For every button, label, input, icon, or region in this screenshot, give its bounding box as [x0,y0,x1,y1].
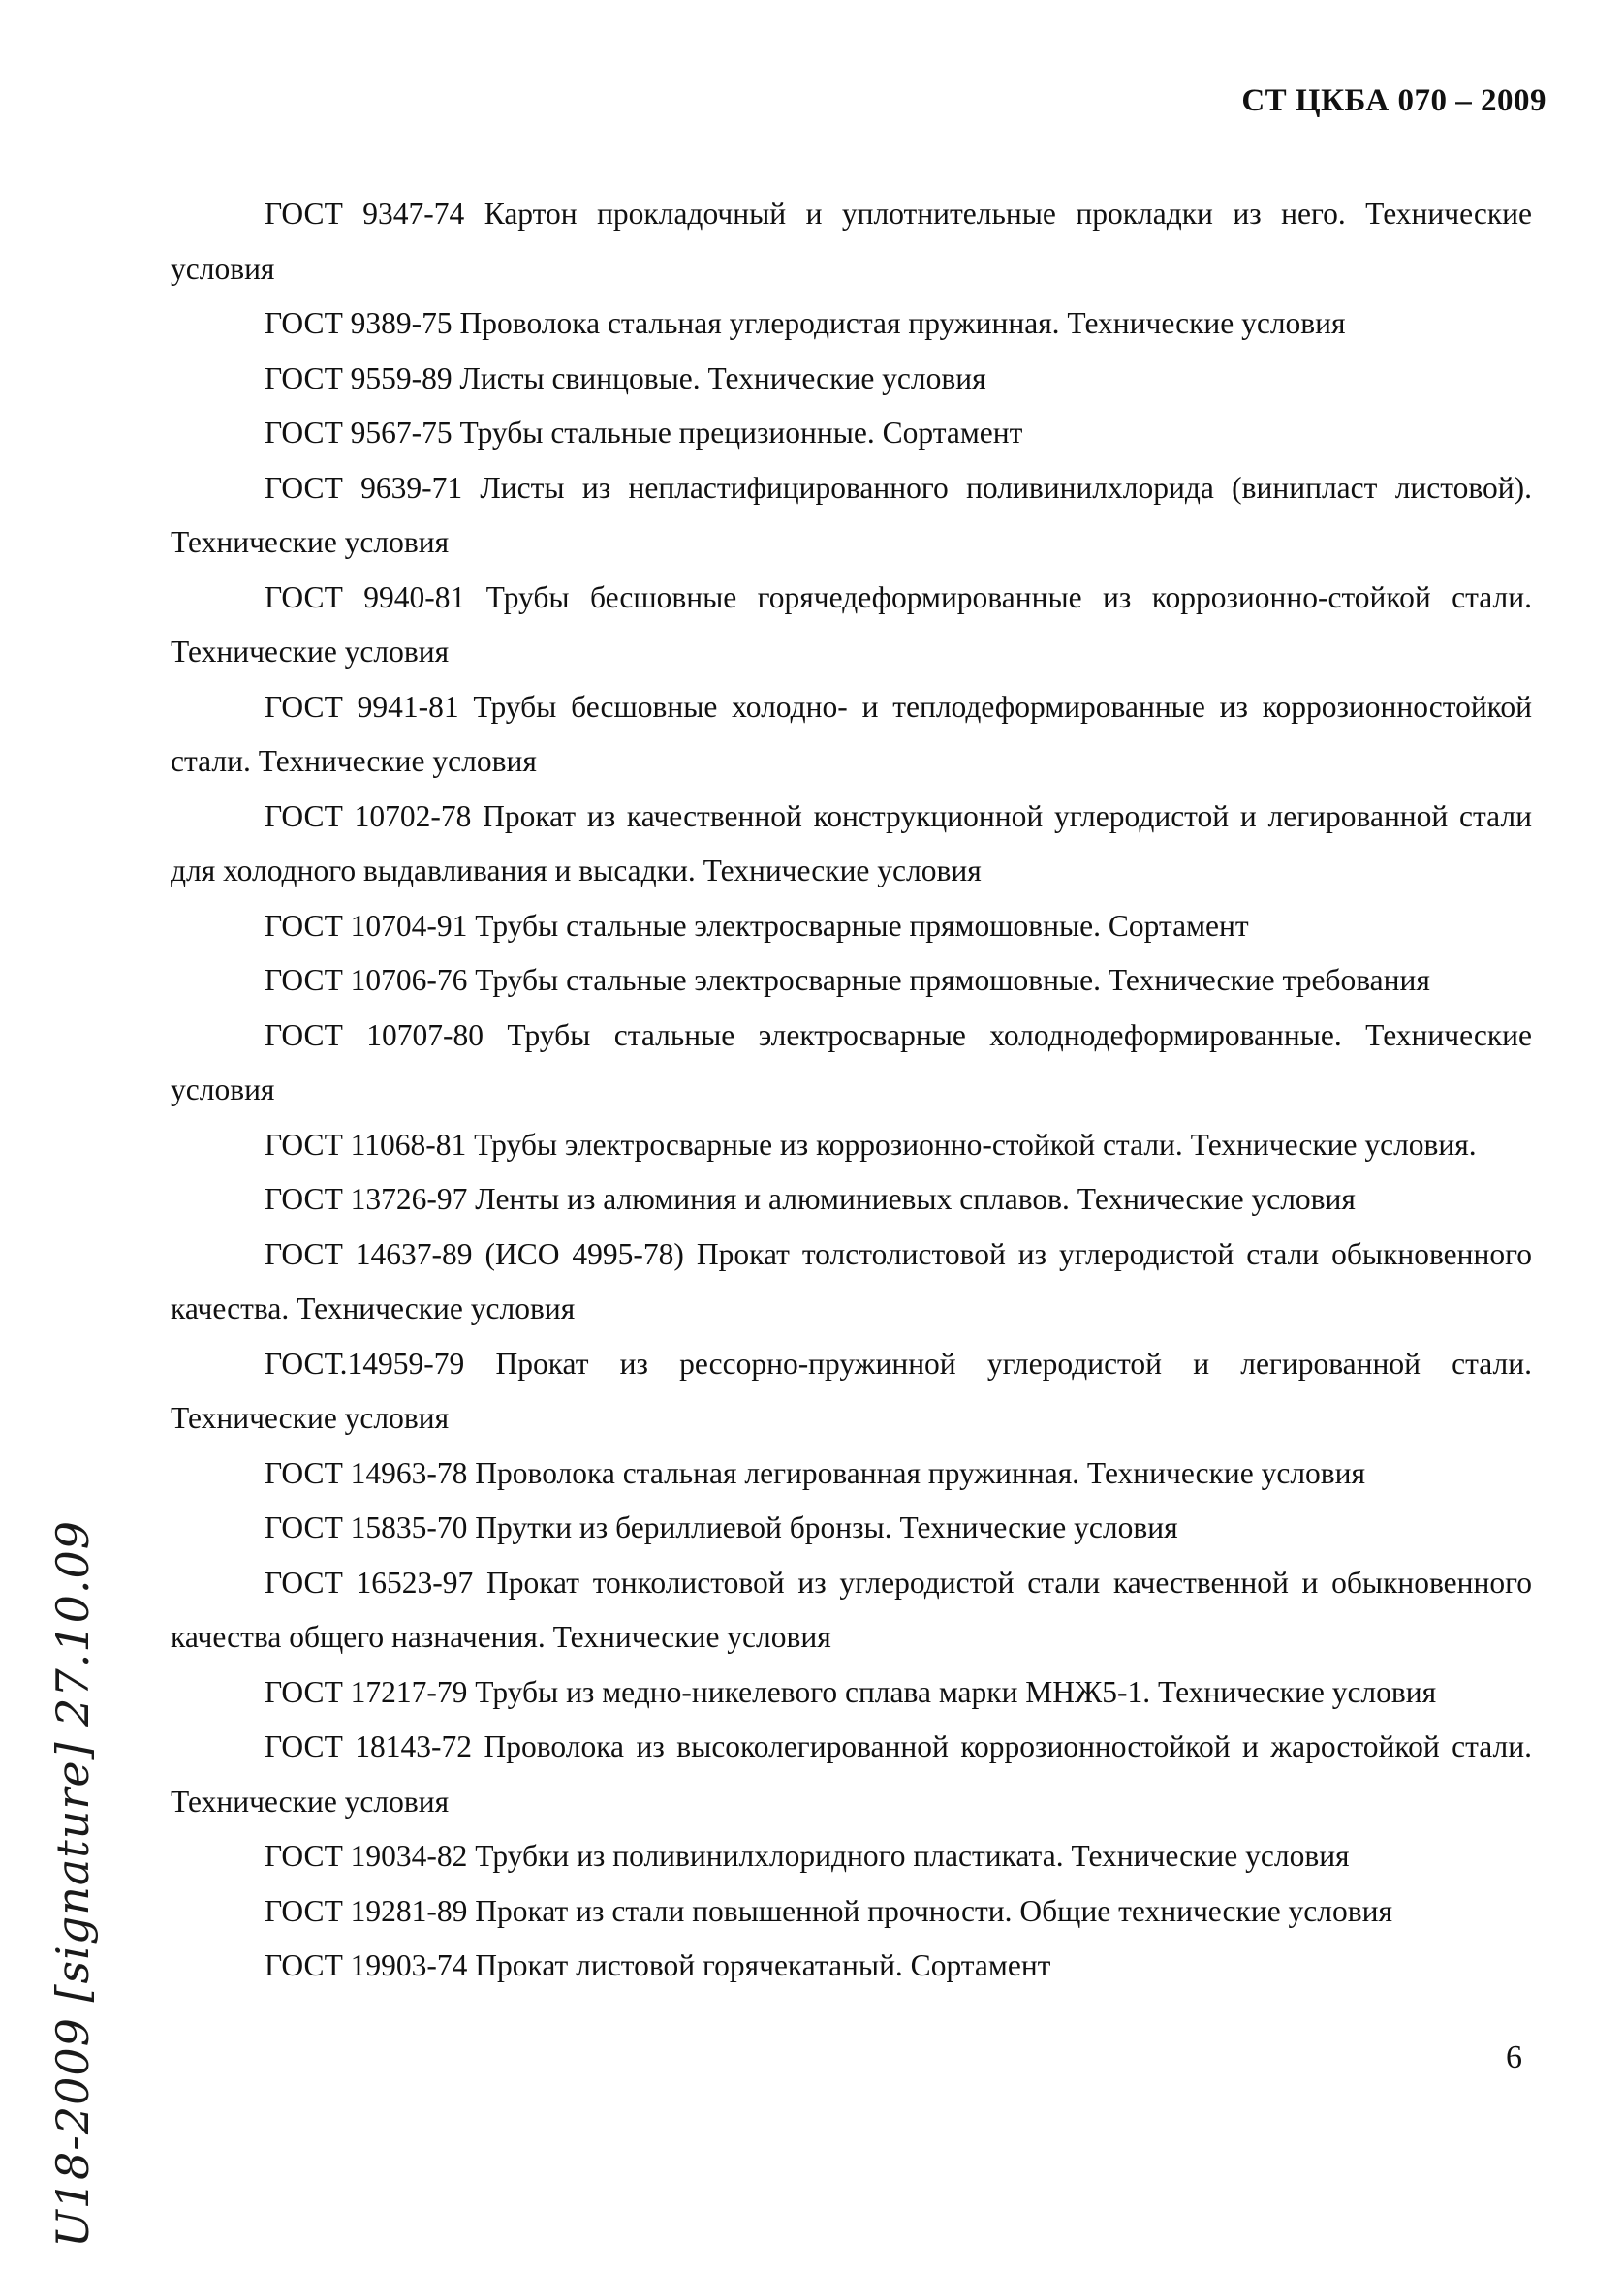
list-item: ГОСТ 9389-75 Проволока стальная углеродистая пружинная. Технические условия [265,306,1346,340]
list-item: ГОСТ 10706-76 Трубы стальные электросварные прямошовные. Технические требования [265,963,1430,997]
list-item: ГОСТ 14963-78 Проволока стальная легированная пружинная. Технические условия [265,1455,1366,1490]
list-item: ГОСТ 9941-81 Трубы бесшовные холодно- и теплодеформированные из коррозионностойкой стали. Технические условия [171,689,1532,778]
handwritten-margin-note: U18-2009 [signature] 27.10.09 [47,1519,99,2248]
standards-list [171,187,1532,1994]
list-item: ГОСТ 19903-74 Прокат листовой горячекатаный. Сортамент [265,1948,1051,1982]
list-item: ГОСТ 9639-71 Листы из непластифицированного поливинилхлорида (винипласт листовой). Технические условия [171,470,1532,559]
list-item: ГОСТ 9347-74 Картон прокладочный и уплотнительные прокладки из него. Технические условия [171,197,1532,286]
list-item: ГОСТ 13726-97 Ленты из алюминия и алюминиевых сплавов. Технические условия [265,1182,1356,1216]
list-item: ГОСТ 19281-89 Прокат из стали повышенной прочности. Общие технические условия [265,1893,1392,1928]
list-item: ГОСТ 17217-79 Трубы из медно-никелевого сплава марки МНЖ5-1. Технические условия [265,1674,1437,1709]
list-item: ГОСТ 10704-91 Трубы стальные электросварные прямошовные. Сортамент [265,908,1249,943]
list-item: ГОСТ 16523-97 Прокат тонколистовой из углеродистой стали качественной и обыкновенного качества общего назначения. Технические условия [171,1565,1532,1654]
list-item: ГОСТ 10707-80 Трубы стальные электросварные холоднодеформированные. Технические условия [171,1017,1532,1106]
list-item: ГОСТ 11068-81 Трубы электросварные из коррозионно-стойкой стали. Технические условия. [265,1127,1477,1162]
list-item: ГОСТ 9940-81 Трубы бесшовные горячедеформированные из коррозионно-стойкой стали. Технические условия [171,579,1532,669]
list-item: ГОСТ 14637-89 (ИСО 4995-78) Прокат толстолистовой из углеродистой стали обыкновенного качества. Технические условия [171,1236,1532,1325]
list-item: ГОСТ 15835-70 Прутки из бериллиевой бронзы. Технические условия [265,1510,1178,1544]
list-item: ГОСТ 10702-78 Прокат из качественной конструкционной углеродистой и легированной стали для холодного выдавливания и высадки. Технические условия [171,798,1532,887]
list-item: ГОСТ 19034-82 Трубки из поливинилхлоридного пластиката. Технические условия [265,1839,1350,1873]
list-item: ГОСТ 9559-89 Листы свинцовые. Технические условия [265,360,986,395]
list-item: ГОСТ 18143-72 Проволока из высоколегированной коррозионностойкой и жаростойкой стали. Технические условия [171,1729,1532,1819]
page-number: 6 [1506,2039,1522,2075]
list-item: ГОСТ.14959-79 Прокат из рессорно-пружинной углеродистой и легированной стали. Технические условия [171,1346,1532,1435]
document-code-header: СТ ЦКБА 070 – 2009 [1241,83,1546,118]
list-item: ГОСТ 9567-75 Трубы стальные прецизионные. Сортамент [265,416,1023,450]
